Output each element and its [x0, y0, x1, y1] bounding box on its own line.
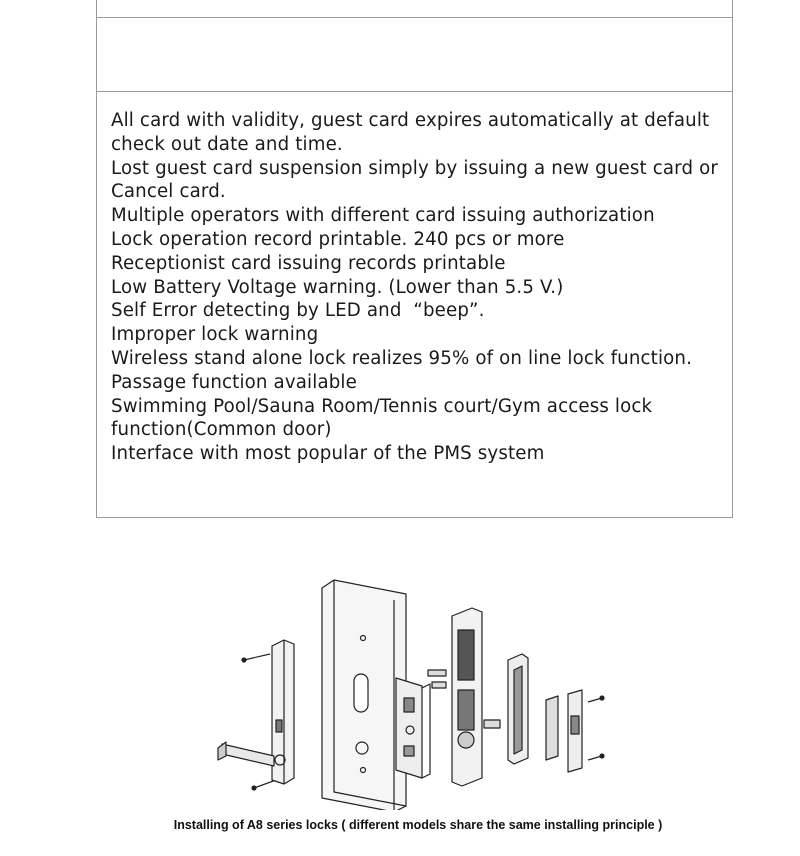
screw-icon — [242, 654, 276, 790]
table-row-clipped — [97, 0, 732, 18]
screw-icon — [588, 696, 604, 760]
feature-item: Passage function available — [111, 371, 357, 393]
feature-item: Receptionist card issuing records printable — [111, 252, 506, 274]
strike-box-icon — [508, 654, 528, 764]
feature-item: Wireless stand alone lock realizes 95% of on line lock function. — [111, 347, 693, 369]
mortise-icon — [396, 678, 430, 778]
feature-item: Swimming Pool/Sauna Room/Tennis court/Gym access lock function(Common door) — [111, 395, 659, 441]
feature-item: All card with validity, guest card expires automatically at default check out date and time. — [111, 110, 716, 155]
feature-item: Interface with most popular of the PMS system — [111, 443, 545, 465]
feature-item: Lost guest card suspension simply by issuing a new guest card or Cancel card. — [111, 157, 730, 203]
outer-handle-icon — [218, 640, 294, 784]
feature-item: Self Error detecting by LED and “beep”. — [111, 300, 485, 322]
strike-plate-icon — [546, 690, 582, 772]
feature-list — [111, 109, 730, 466]
features-table — [96, 0, 733, 518]
feature-item: Low Battery Voltage warning. (Lower than 5.5 V.) — [111, 276, 564, 298]
table-row-empty — [97, 17, 732, 92]
feature-item: Improper lock warning — [111, 324, 319, 346]
spindle-icon — [428, 670, 446, 688]
door-panel-icon — [322, 580, 406, 810]
diagram-caption: Installing of A8 series locks ( different models share the same installing principle ) — [173, 818, 663, 832]
lock-installation-diagram — [200, 570, 620, 810]
feature-item: Lock operation record printable. 240 pcs or more — [111, 228, 565, 250]
feature-item: Multiple operators with different card issuing authorization — [111, 205, 655, 227]
card-reader-unit-icon — [452, 608, 500, 786]
